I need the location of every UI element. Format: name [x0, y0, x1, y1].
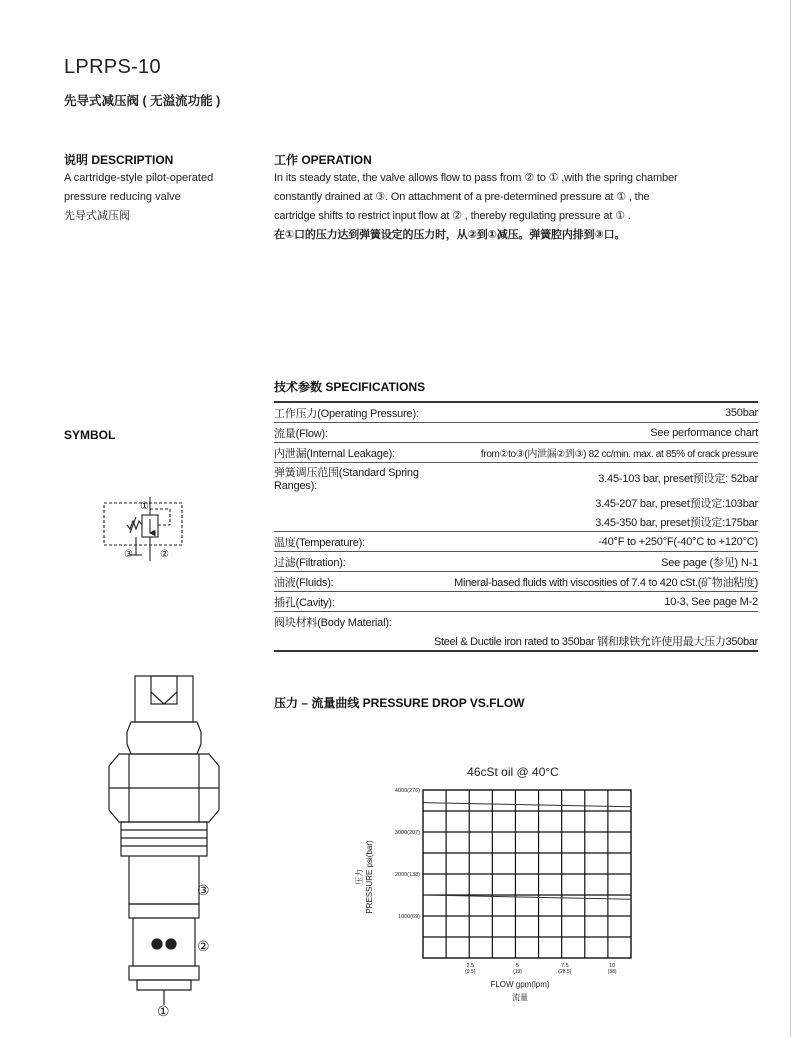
y-tick-label: 2000(138) — [394, 872, 420, 878]
spec-label: 温度(Temperature): — [274, 532, 454, 552]
thread-section — [121, 822, 207, 856]
series-line — [423, 803, 631, 807]
x-tick-label: 10 — [609, 963, 616, 969]
spec-label: 弹簧调压范围(Standard Spring Ranges): — [274, 467, 419, 492]
x-axis-label: FLOW gpm(lpm) — [490, 980, 550, 989]
symbol-port-1: ① — [140, 501, 149, 512]
spec-row — [274, 493, 758, 512]
operation-line: 在①口的压力达到弹簧设定的压力时，从②到①减压。弹簧腔内排到③口。 — [274, 229, 626, 241]
x-tick-label: 5 — [516, 963, 520, 969]
hydraulic-symbol — [100, 495, 190, 565]
spec-row — [274, 572, 758, 592]
y-axis-label-cn: 压力 — [355, 869, 364, 885]
spec-value: Mineral-based fluids with viscosities of 7.4 to 420 cSt.(矿物油粘度) — [454, 572, 758, 592]
operation-line: cartridge shifts to restrict input flow at ② , thereby regulating pressure at ① . — [274, 210, 631, 222]
spec-row — [274, 443, 758, 463]
operation-heading: 工作 OPERATION — [274, 153, 372, 167]
symbol-heading: SYMBOL — [64, 428, 116, 442]
spec-label: 插孔(Cavity): — [274, 592, 454, 612]
spec-value: from②to③(内泄漏②到③) 82 cc/min. max. at 85% of crack pressure — [454, 443, 758, 463]
spec-row — [274, 423, 758, 443]
spec-label — [274, 512, 454, 532]
spec-value: 10-3, See page M-2 — [454, 592, 758, 612]
cartridge-drawing — [95, 670, 235, 1020]
cartridge-port-3: ③ — [197, 882, 210, 898]
y-tick-label: 3000(207) — [394, 830, 420, 836]
operation-line: In its steady state, the valve allows flow to pass from ② to ① ,with the spring chamber — [274, 172, 678, 184]
description-line: pressure reducing valve — [64, 191, 181, 203]
spec-row — [274, 552, 758, 572]
specifications-section — [274, 378, 758, 652]
y-tick-label: 4000(276) — [394, 788, 420, 794]
symbol-port-3: ③ — [124, 549, 133, 560]
specifications-table — [274, 403, 758, 652]
spec-label: 内泄漏(Internal Leakage): — [274, 443, 454, 463]
description-line: A cartridge-style pilot-operated — [64, 172, 214, 184]
description-line: 先导式减压阀 — [64, 210, 130, 222]
spec-label: 过滤(Filtration): — [274, 552, 454, 572]
operation-section — [274, 151, 762, 245]
spec-value: 3.45-207 bar, preset预设定:103bar — [595, 497, 758, 510]
spec-value: 3.45-103 bar, preset预设定: 52bar — [598, 473, 758, 485]
spec-value: See performance chart — [454, 423, 758, 443]
series-line — [423, 895, 631, 899]
spec-row — [274, 403, 758, 423]
spec-row — [274, 612, 758, 632]
spool-section — [133, 918, 195, 966]
spec-label: 阀块材料(Body Material): — [274, 616, 392, 629]
symbol-port-2: ② — [160, 549, 169, 560]
chart-heading: 压力 – 流量曲线 PRESSURE DROP VS.FLOW — [274, 696, 525, 710]
lock-nut — [127, 722, 201, 754]
x-tick-label: 2.5 — [466, 963, 475, 969]
pressure-flow-chart — [340, 755, 660, 1015]
description-heading: 说明 DESCRIPTION — [64, 153, 174, 167]
x-tick-sublabel: (19) — [513, 969, 522, 975]
spec-value — [454, 612, 758, 632]
description-section — [64, 151, 264, 226]
cartridge-port-1: ① — [157, 1003, 170, 1019]
specifications-heading: 技术参数 SPECIFICATIONS — [274, 378, 758, 403]
spec-row — [274, 532, 758, 552]
spec-value: 3.45-350 bar, preset预设定:175bar — [454, 512, 758, 532]
x-tick-sublabel: (28.5) — [558, 969, 572, 975]
product-subtitle: 先导式减压阀 ( 无溢流功能 ) — [64, 94, 221, 108]
model-title: LPRPS-10 — [64, 56, 161, 78]
x-tick-label: 7.5 — [560, 963, 569, 969]
spec-value: 350bar — [454, 403, 758, 423]
spec-label: 工作压力(Operating Pressure): — [274, 403, 454, 423]
spec-row — [274, 631, 758, 651]
y-axis-label: PRESSURE psi(bar) — [365, 840, 374, 914]
spec-value: See page (参见) N-1 — [454, 552, 758, 572]
spec-label — [274, 493, 454, 512]
spec-label: 油液(Fluids): — [274, 572, 454, 592]
spec-row — [274, 463, 758, 494]
spec-label: 流量(Flow): — [274, 423, 454, 443]
operation-line: constantly drained at ③. On attachment of a pre-determined pressure at ① , the — [274, 191, 650, 203]
chart-title: 46cSt oil @ 40°C — [467, 765, 559, 779]
x-axis-label-cn: 流量 — [512, 993, 528, 1002]
spec-row — [274, 512, 758, 532]
adjuster-cap — [135, 676, 193, 722]
x-tick-sublabel: (38) — [607, 969, 617, 975]
cartridge-port-2: ② — [197, 938, 210, 954]
x-tick-sublabel: (9.5) — [465, 969, 476, 975]
spec-value: -40°F to +250°F(-40°C to +120°C) — [454, 532, 758, 552]
y-tick-label: 1000(69) — [397, 914, 420, 920]
spec-value: Steel & Ductile iron rated to 350bar 钢和球铁允许使用最大压力350bar — [274, 631, 758, 651]
spec-row — [274, 592, 758, 612]
